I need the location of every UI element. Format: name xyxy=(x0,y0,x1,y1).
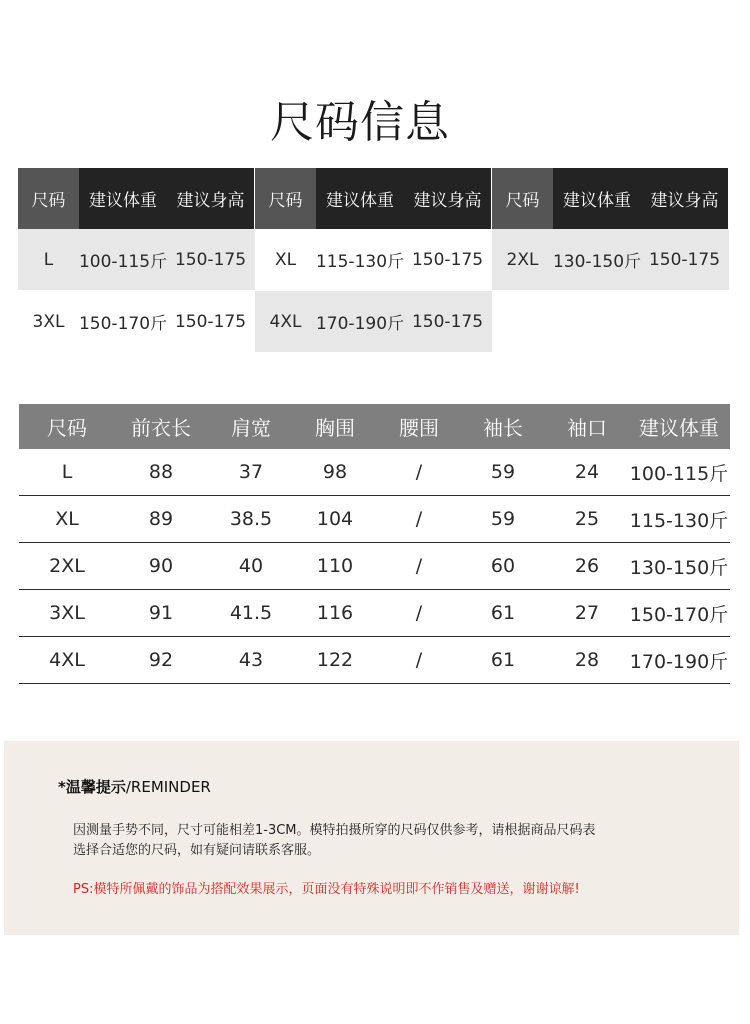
recommend-header-size: 尺码 xyxy=(255,168,316,229)
cell-waist: / xyxy=(415,461,423,483)
size-detail-table xyxy=(19,404,730,684)
table-row xyxy=(19,590,730,637)
cell-cuff: 28 xyxy=(574,649,600,671)
recommend-height: 150-175 xyxy=(174,311,247,332)
cell-waist: / xyxy=(415,508,423,530)
cell-size: 2XL xyxy=(49,555,85,577)
recommend-height: 150-175 xyxy=(411,311,484,332)
recommend-size: 3XL xyxy=(32,311,65,332)
reminder-ps: PS:模特所佩戴的饰品为搭配效果展示，页面没有特殊说明即不作销售及赠送，谢谢谅解! xyxy=(73,882,580,897)
cell-chest: 98 xyxy=(322,461,348,483)
cell-waist: / xyxy=(415,555,423,577)
recommend-weight: 100-115斤 xyxy=(78,252,168,272)
detail-header-row xyxy=(19,404,730,449)
cell-sleeve: 61 xyxy=(490,649,516,671)
reminder-title-cn: *温馨提示 xyxy=(58,778,126,796)
cell-chest: 104 xyxy=(316,508,354,530)
cell-size: 尺码 xyxy=(47,416,87,440)
reminder-box xyxy=(4,741,739,935)
cell-front-length: 90 xyxy=(148,555,174,577)
recommend-weight: 115-130斤 xyxy=(315,252,405,272)
cell-weight: 170-190斤 xyxy=(629,650,729,673)
recommend-height: 150-175 xyxy=(174,249,247,270)
cell-shoulder: 41.5 xyxy=(229,602,273,624)
recommend-weight: 130-150斤 xyxy=(552,252,642,272)
cell-weight: 建议体重 xyxy=(639,416,719,440)
cell-weight: 150-170斤 xyxy=(629,603,729,626)
recommend-size: 4XL xyxy=(269,311,302,332)
recommend-header-weight: 建议体重 xyxy=(79,168,167,229)
reminder-title-en: /REMINDER xyxy=(125,778,211,796)
recommend-header-height: 建议身高 xyxy=(167,168,254,229)
recommend-header-size: 尺码 xyxy=(18,168,79,229)
recommend-height: 150-175 xyxy=(411,249,484,270)
reminder-line-1: 因测量手势不同，尺寸可能相差1-3CM。模特拍摄所穿的尺码仅供参考，请根据商品尺码表 xyxy=(73,823,596,838)
reminder-title xyxy=(58,776,211,797)
cell-cuff: 袖口 xyxy=(567,416,607,440)
page-title: 尺码信息 xyxy=(270,97,450,148)
cell-front-length: 88 xyxy=(148,461,174,483)
cell-chest: 116 xyxy=(316,602,354,624)
recommend-header-size: 尺码 xyxy=(492,168,553,229)
table-row xyxy=(19,637,730,684)
cell-size: L xyxy=(61,461,73,483)
cell-shoulder: 43 xyxy=(238,649,264,671)
cell-shoulder: 38.5 xyxy=(229,508,273,530)
recommend-header-height: 建议身高 xyxy=(404,168,491,229)
cell-weight: 115-130斤 xyxy=(629,509,729,532)
recommend-size: L xyxy=(43,249,54,270)
cell-chest: 胸围 xyxy=(315,416,355,440)
recommend-size: XL xyxy=(274,249,297,270)
cell-front-length: 前衣长 xyxy=(131,416,191,440)
cell-sleeve: 袖长 xyxy=(483,416,523,440)
cell-front-length: 89 xyxy=(148,508,174,530)
cell-waist: 腰围 xyxy=(399,416,439,440)
table-row xyxy=(19,449,730,496)
cell-weight: 130-150斤 xyxy=(629,556,729,579)
cell-cuff: 24 xyxy=(574,461,600,483)
cell-weight: 100-115斤 xyxy=(629,462,729,485)
size-recommendation-grid xyxy=(18,168,728,352)
cell-waist: / xyxy=(415,649,423,671)
cell-sleeve: 59 xyxy=(490,508,516,530)
recommend-header-weight: 建议体重 xyxy=(316,168,404,229)
cell-sleeve: 61 xyxy=(490,602,516,624)
cell-front-length: 92 xyxy=(148,649,174,671)
reminder-text xyxy=(73,821,596,861)
table-row xyxy=(19,543,730,590)
cell-shoulder: 肩宽 xyxy=(231,416,271,440)
cell-shoulder: 40 xyxy=(238,555,264,577)
cell-chest: 110 xyxy=(316,555,354,577)
cell-cuff: 26 xyxy=(574,555,600,577)
recommend-height: 150-175 xyxy=(648,249,721,270)
cell-waist: / xyxy=(415,602,423,624)
cell-shoulder: 37 xyxy=(238,461,264,483)
table-row xyxy=(19,496,730,543)
cell-cuff: 27 xyxy=(574,602,600,624)
recommend-header-height: 建议身高 xyxy=(641,168,728,229)
reminder-line-2: 选择合适您的尺码，如有疑问请联系客服。 xyxy=(73,843,321,858)
recommend-size: 2XL xyxy=(506,249,539,270)
cell-size: XL xyxy=(55,508,79,530)
cell-size: 4XL xyxy=(49,649,85,671)
cell-front-length: 91 xyxy=(148,602,174,624)
cell-chest: 122 xyxy=(316,649,354,671)
recommend-header-weight: 建议体重 xyxy=(553,168,641,229)
recommend-weight: 170-190斤 xyxy=(315,314,405,334)
cell-cuff: 25 xyxy=(574,508,600,530)
cell-sleeve: 59 xyxy=(490,461,516,483)
recommend-weight: 150-170斤 xyxy=(78,314,168,334)
cell-size: 3XL xyxy=(49,602,85,624)
cell-sleeve: 60 xyxy=(490,555,516,577)
